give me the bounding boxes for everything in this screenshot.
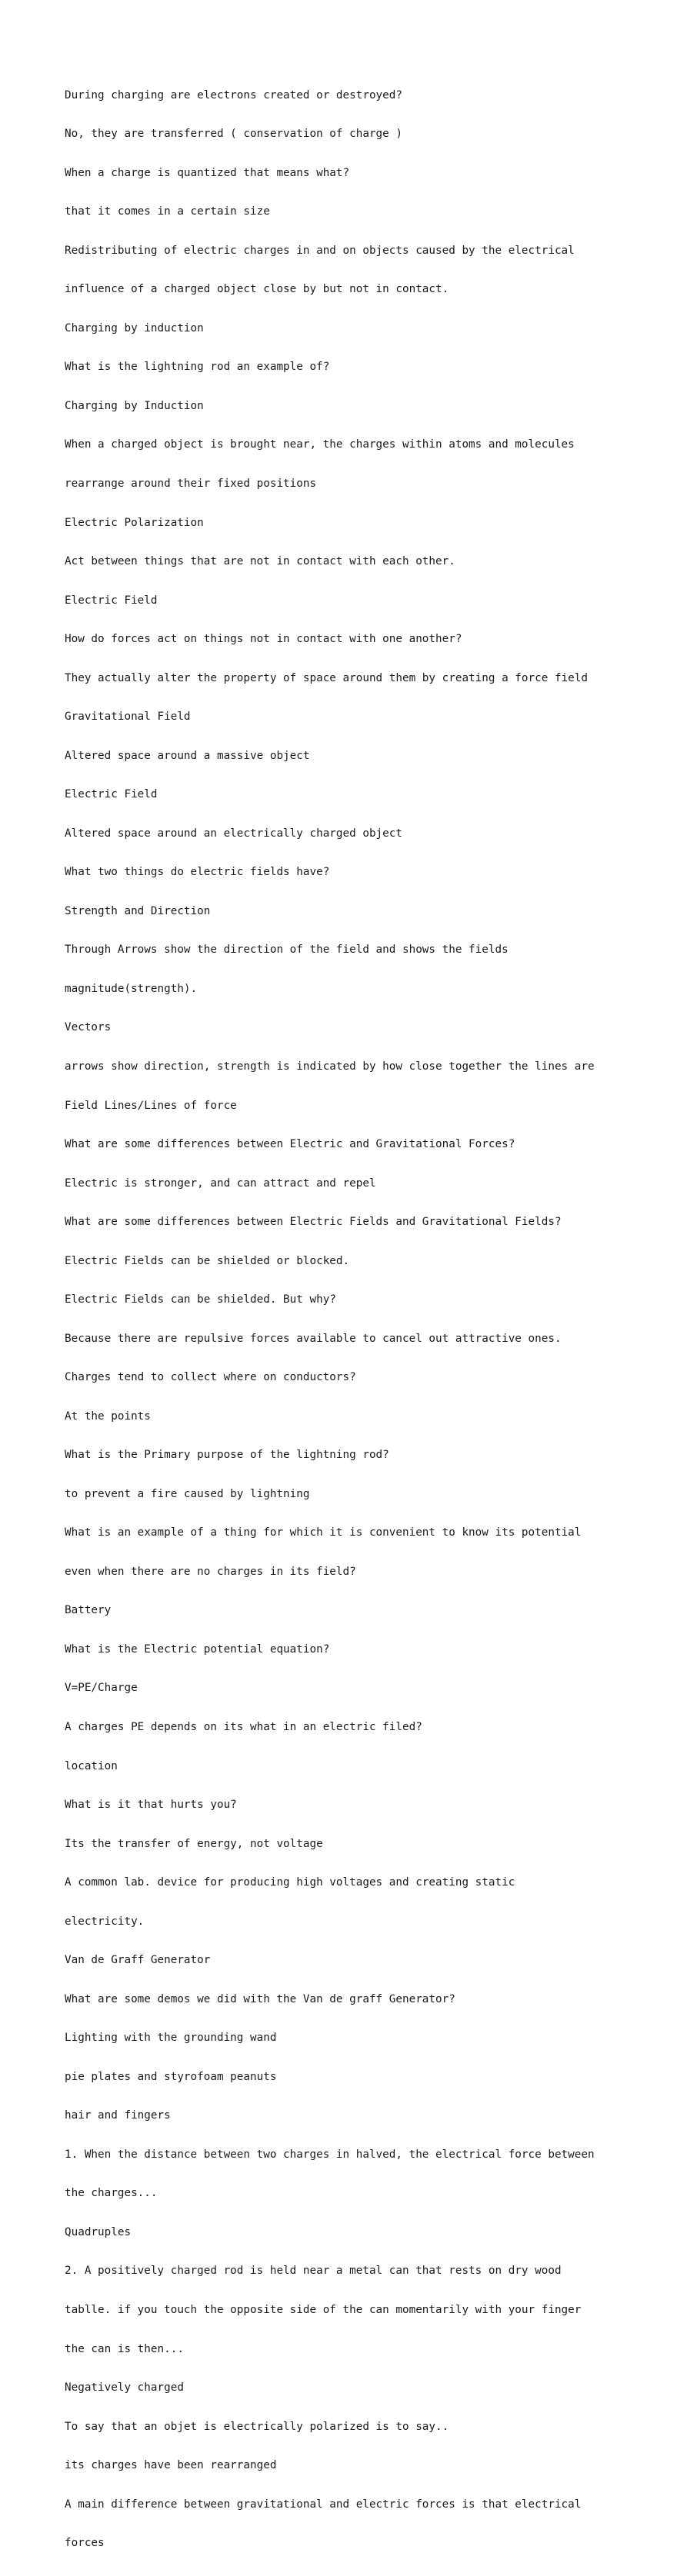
text-line: When a charged object is brought near, the charges within atoms and molecules <box>65 438 575 451</box>
text-line: Altered space around an electrically charged object <box>65 827 402 840</box>
text-line: hair and fingers <box>65 2109 171 2122</box>
text-line: Act between things that are not in contact with each other. <box>65 555 455 568</box>
text-line: even when there are no charges in its field? <box>65 1565 356 1578</box>
text-line: forces <box>65 2537 105 2550</box>
text-line: Gravitational Field <box>65 711 191 724</box>
document-text <box>65 63 626 2576</box>
text-line: 1. When the distance between two charges in halved, the electrical force between <box>65 2148 595 2161</box>
text-line: Because there are repulsive forces available to cancel out attractive ones. <box>65 1332 562 1345</box>
text-line: Charging by induction <box>65 321 204 334</box>
text-line: the charges... <box>65 2187 158 2200</box>
text-line: During charging are electrons created or destroyed? <box>65 88 402 102</box>
text-line: At the points <box>65 1409 151 1423</box>
text-line: tablle. if you touch the opposite side of the can momentarily with your finger <box>65 2303 582 2316</box>
text-line: What is the Primary purpose of the lightning rod? <box>65 1449 389 1462</box>
text-line: Strength and Direction <box>65 904 211 917</box>
text-line: Through Arrows show the direction of the field and shows the fields <box>65 944 509 957</box>
text-line: Charges tend to collect where on conductors? <box>65 1371 356 1384</box>
text-line: What is it that hurts you? <box>65 1799 237 1812</box>
text-line: location <box>65 1759 118 1772</box>
text-line: Field Lines/Lines of force <box>65 1099 237 1112</box>
text-line: arrows show direction, strength is indicated by how close together the lines are <box>65 1060 595 1073</box>
text-line: Electric Polarization <box>65 516 204 529</box>
text-line: Electric Field <box>65 788 158 801</box>
text-line: Its the transfer of energy, not voltage <box>65 1837 323 1850</box>
text-line: What is an example of a thing for which it is convenient to know its potential <box>65 1526 582 1539</box>
text-line: What is the Electric potential equation? <box>65 1642 330 1656</box>
text-line: What two things do electric fields have? <box>65 866 330 879</box>
text-line: pie plates and styrofoam peanuts <box>65 2070 277 2083</box>
text-line: What are some demos we did with the Van de graff Generator? <box>65 1992 455 2005</box>
text-line: A main difference between gravitational and electric forces is that electrical <box>65 2498 582 2511</box>
text-line: Electric Fields can be shielded or blocked. <box>65 1254 350 1267</box>
text-line: influence of a charged object close by but not in contact. <box>65 283 449 296</box>
text-line: Battery <box>65 1604 112 1617</box>
text-line: No, they are transferred ( conservation of charge ) <box>65 128 402 141</box>
text-line: What is the lightning rod an example of? <box>65 361 330 374</box>
text-line: How do forces act on things not in contact with one another? <box>65 633 462 646</box>
text-line: its charges have been rearranged <box>65 2459 277 2472</box>
text-line: They actually alter the property of space around them by creating a force field <box>65 671 588 684</box>
text-line: Electric Field <box>65 594 158 607</box>
text-line: Charging by Induction <box>65 399 204 412</box>
text-line: What are some differences between Electric and Gravitational Forces? <box>65 1138 515 1151</box>
text-line: that it comes in a certain size <box>65 205 270 218</box>
text-line: rearrange around their fixed positions <box>65 478 317 490</box>
text-line: Quadruples <box>65 2225 132 2238</box>
text-line: V=PE/Charge <box>65 1682 138 1695</box>
text-line: Electric Fields can be shielded. But why? <box>65 1293 336 1306</box>
text-line: Negatively charged <box>65 2381 184 2395</box>
text-line: Redistributing of electric charges in and on objects caused by the electrical <box>65 244 575 257</box>
text-line: electricity. <box>65 1915 145 1928</box>
text-line: to prevent a fire caused by lightning <box>65 1487 310 1500</box>
text-line: To say that an objet is electrically polarized is to say.. <box>65 2420 449 2433</box>
text-line: Electric is stronger, and can attract and repel <box>65 1177 376 1190</box>
text-line: Altered space around a massive object <box>65 749 310 762</box>
text-line: Van de Graff Generator <box>65 1954 211 1967</box>
text-line: What are some differences between Electric Fields and Gravitational Fields? <box>65 1216 562 1229</box>
text-line: When a charge is quantized that means what? <box>65 166 350 179</box>
text-line: A common lab. device for producing high voltages and creating static <box>65 1876 515 1889</box>
text-line: 2. A positively charged rod is held near a metal can that rests on dry wood <box>65 2265 562 2278</box>
text-line: Vectors <box>65 1021 112 1034</box>
text-line: A charges PE depends on its what in an electric filed? <box>65 1721 422 1733</box>
text-line: the can is then... <box>65 2342 184 2355</box>
text-line: Lighting with the grounding wand <box>65 2032 277 2045</box>
text-line: magnitude(strength). <box>65 982 198 995</box>
